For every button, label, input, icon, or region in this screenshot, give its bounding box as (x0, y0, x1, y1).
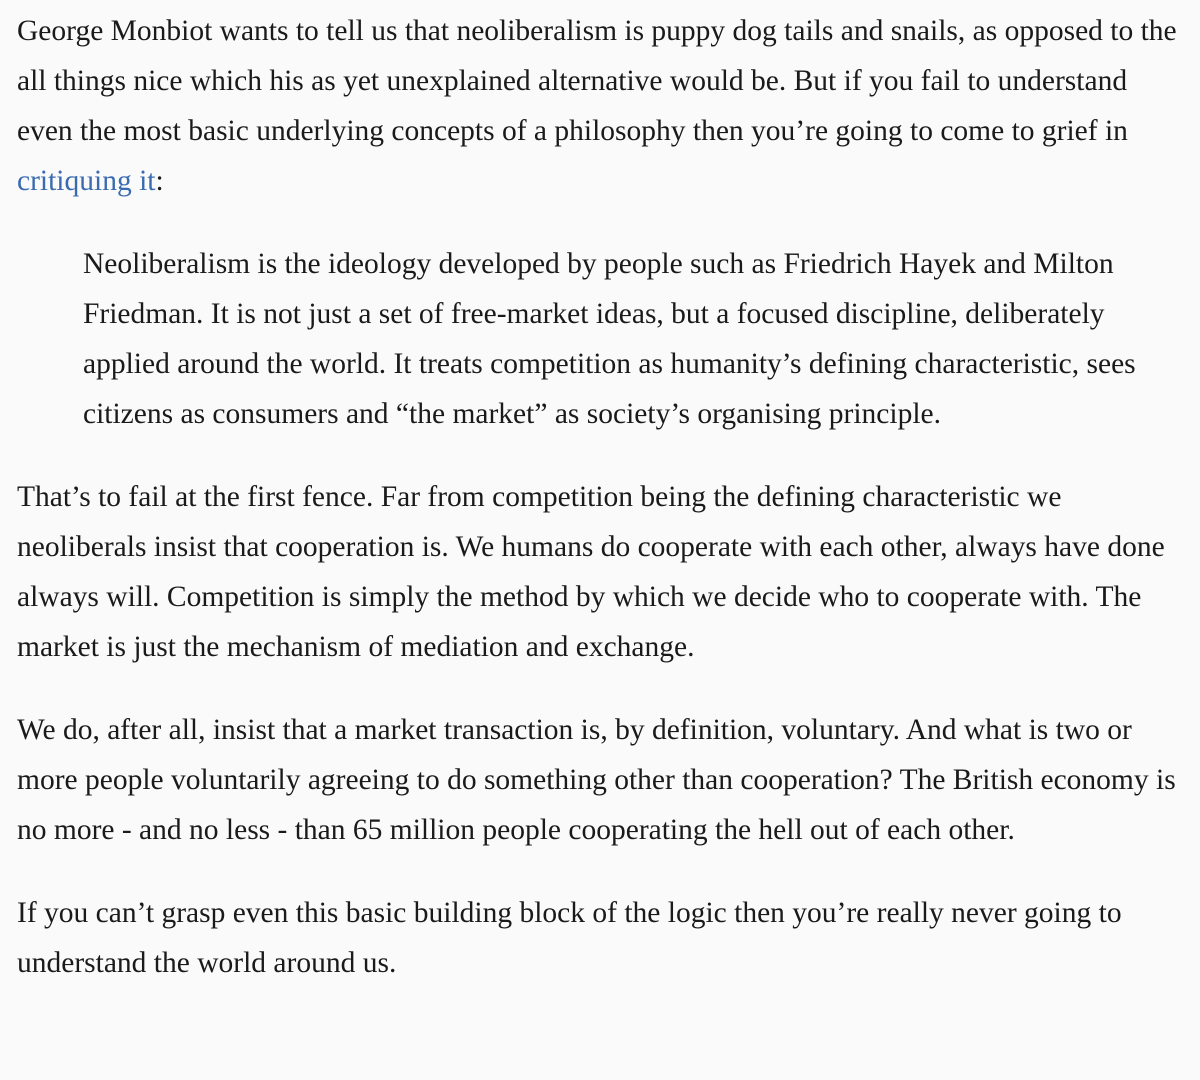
intro-trailing-colon: : (155, 165, 164, 197)
paragraph-intro (17, 6, 1180, 206)
paragraph-conclusion: If you can’t grasp even this basic building block of the logic then you’re really never going to understand the world around us. (17, 897, 1122, 979)
intro-text: George Monbiot wants to tell us that neoliberalism is puppy dog tails and snails, as opposed to the all things nice which his as yet unexplained alternative would be. But if you fail to understand even the most basic underlying concepts of a philosophy then you’re going to come to grief in (17, 15, 1177, 147)
paragraph-first-fence: That’s to fail at the first fence. Far from competition being the defining characteristic we neoliberals insist that cooperation is. We humans do cooperate with each other, always have done always will. Competition is simply the method by which we decide who to cooperate with. The market is just the mechanism of mediation and exchange. (17, 481, 1165, 663)
block-quote (17, 239, 1180, 439)
paragraph-voluntary: We do, after all, insist that a market transaction is, by definition, voluntary. And what is two or more people voluntarily agreeing to do something other than cooperation? The British economy is no more - and no less - than 65 million people cooperating the hell out of each other. (17, 714, 1176, 846)
critiquing-it-link[interactable]: critiquing it (17, 165, 156, 197)
quote-text: Neoliberalism is the ideology developed by people such as Friedrich Hayek and Milton Friedman. It is not just a set of free-market ideas, but a focused discipline, deliberately applied around the world. It treats competition as humanity’s defining characteristic, sees citizens as consumers and “the market” as society’s organising principle. (83, 248, 1136, 430)
